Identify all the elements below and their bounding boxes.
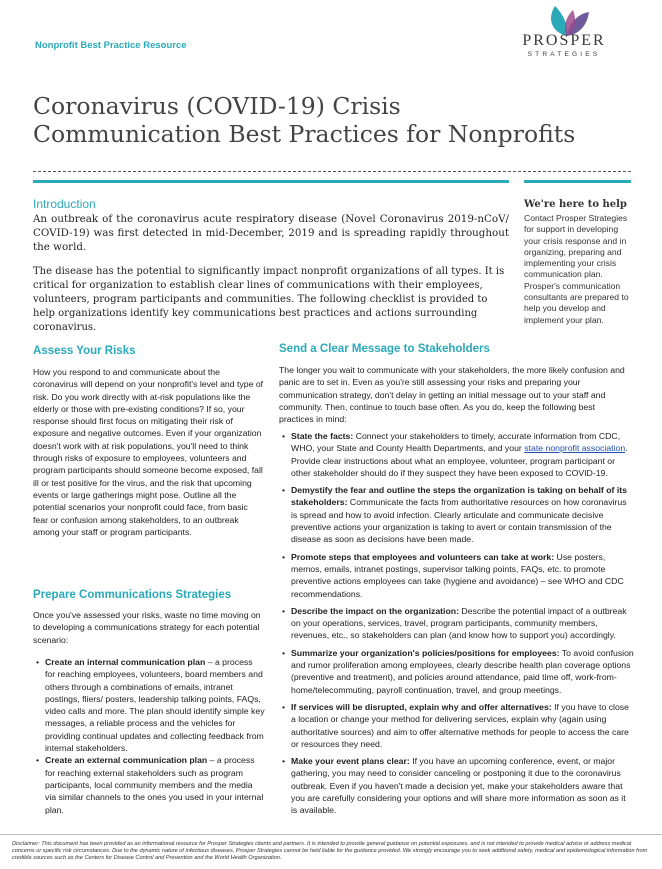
intro-paragraph-1: An outbreak of the coronavirus acute respiratory disease (Novel Coronavirus 2019-nCoV/ COVID-19) was first detected in mid-December, 2019 and is spreading rapidly throughout the world. (33, 213, 509, 253)
teal-rule-main (33, 180, 509, 183)
message-heading: Send a Clear Message to Stakeholders (279, 343, 490, 355)
title-line-1: Coronavirus (COVID-19) Crisis (33, 92, 401, 120)
list-item: • Create an internal communication plan – a process for reaching employees, volunteers, board members and others through a combinations of emails, intranet postings, fliers/ posters, leadership talking points, FAQs, video calls and more. The plan should identify simple key messages, a reliable process and the vehicles for providing continual updates and collecting feedback from internal stakeholders. (36, 656, 265, 754)
state-nonprofit-association-link[interactable]: state nonprofit association (524, 443, 626, 454)
list-item: • Create an external communication plan – a process for reaching external stakeholders such as program participants, local community members and the media via similar channels to the ones you used in your internal plan. (36, 754, 265, 815)
logo-subtitle: STRATEGIES (527, 51, 601, 58)
list-item: • Make your event plans clear: If you have an upcoming conference, event, or major gathering, you may need to consider canceling or postponing it due to the coronavirus outbreak. Even if you haven't made a decision yet, make your stakeholders aware that you are carefully considering your options and will share more information as soon as it is available. (282, 755, 634, 816)
title-line-2: Communication Best Practices for Nonprofits (33, 120, 576, 148)
page-title (33, 92, 613, 148)
sidebar-heading: We're here to help (524, 199, 627, 210)
teal-rule-side (524, 180, 631, 183)
message-intro: The longer you wait to communicate with your stakeholders, the more likely confusion and panic are to set in. Even as you're still assessing your risks and preparing your communication strategy, don't delay in getting an initial message out to your staff and community. Then, continue to touch base often. As you do, keep the following best practices in mind: (279, 365, 625, 425)
logo-name: PROSPER (522, 32, 606, 49)
dashed-divider (33, 171, 631, 172)
list-item: • Promote steps that employees and volunteers can take at work: Use posters, memos, emails, intranet postings, supervisor talking points, FAQs, etc. to promote preventive actions employees can take (hygiene and avoidance) – see WHO and CDC recommendations. (282, 551, 634, 600)
message-list (282, 430, 634, 817)
sidebar-body: Contact Prosper Strategies for support in developing your crisis response and in organizing, preparing and implementing your crisis communication plan. Prosper's communication consultants are prepared to help you develop and implement your plan. (524, 213, 629, 325)
list-item: • State the facts: Connect your stakeholders to timely, accurate information from CDC, WHO, your State and County Health Departments, and your state nonprofit association. Provide clear instructions about what an employee, volunteer, program participant or other stakeholder should do if they suspect they have been exposed to COVID-19. (282, 430, 634, 479)
list-item: • If services will be disrupted, explain why and offer alternatives: If you have to close a location or change your method for delivering services, explain why (again using authoritative sources) and aim to offer alternative methods for people to access the care or resources they need. (282, 701, 634, 750)
list-item: • Describe the impact on the organization: Describe the potential impact of a outbreak on your operations, services, travel, program participants, community members, revenues, etc., so stakeholders can plan (and know how to support you) accordingly. (282, 605, 634, 642)
assess-body: How you respond to and communicate about the coronavirus will depend on your nonprofit's level and type of risk. Do you work directly with at-risk populations like the elderly or those with pre-existing conditions? If so, your response should first focus on mitigating their risk of exposure and negative outcomes. Even if your organization doesn't work with at risk populations, you'll need to think through risks of exposure to employees, volunteers and program participants should someone become exposed, fall ill or test positive for the virus, and the risk that upcoming events or large gatherings might pose. Outline all the potential scenarios your nonprofit could face, from basic fear or confusion among stakeholders, to an outbreak among your staff or program participants. (33, 367, 264, 537)
prepare-intro: Once you've assessed your risks, waste no time moving on to developing a communications strategy for each potential scenario: (33, 610, 261, 645)
prepare-heading: Prepare Communications Strategies (33, 589, 232, 601)
list-item: • Demystify the fear and outline the steps the organization is taking on behalf of its stakeholders: Communicate the facts from authoritative resources on how coronavirus is spread and how to avoid infection. Clearly articulate and communicate decisive preventive actions your organization is taking to avert or contain transmission of the disease as soon as decisions have been made. (282, 484, 634, 545)
list-item: • Summarize your organization's policies/positions for employees: To avoid confusion and rumor proliferation among employees, clearly describe health plan coverage options (preventive and treatment), and policies around attendance, paid time off, work-from-home/telecommuting, payroll continuation, travel, and group meetings. (282, 647, 634, 696)
footer-divider (0, 834, 662, 835)
prepare-list (36, 656, 265, 816)
resource-label: Nonprofit Best Practice Resource (35, 40, 187, 51)
intro-paragraph-2: The disease has the potential to significantly impact nonprofit organizations of all types. It is critical for organization to establish clear lines of communications with their employees, volunteers, program participants and communities. The following checklist is provided to help organizations identify key communications best practices and actions surrounding coronavirus. (33, 266, 505, 333)
assess-heading: Assess Your Risks (33, 345, 136, 357)
intro-heading: Introduction (33, 197, 96, 211)
disclaimer: Disclaimer: This document has been provided as an informational resource for Prosper Strategies clients and partners. It is intended to provide general guidance on potential exposures, and is not intended to provide medical advice or address medical concerns or specific risk circumstances. Due to the dynamic nature of infectious diseases, Prosper Strategies cannot be held liable for the guidance provided. We strongly encourage you to seek additional safety, medical and epidemiological information from credible sources such as the Centers for Disease Control and Prevention and the World Health Organization. (12, 841, 648, 862)
